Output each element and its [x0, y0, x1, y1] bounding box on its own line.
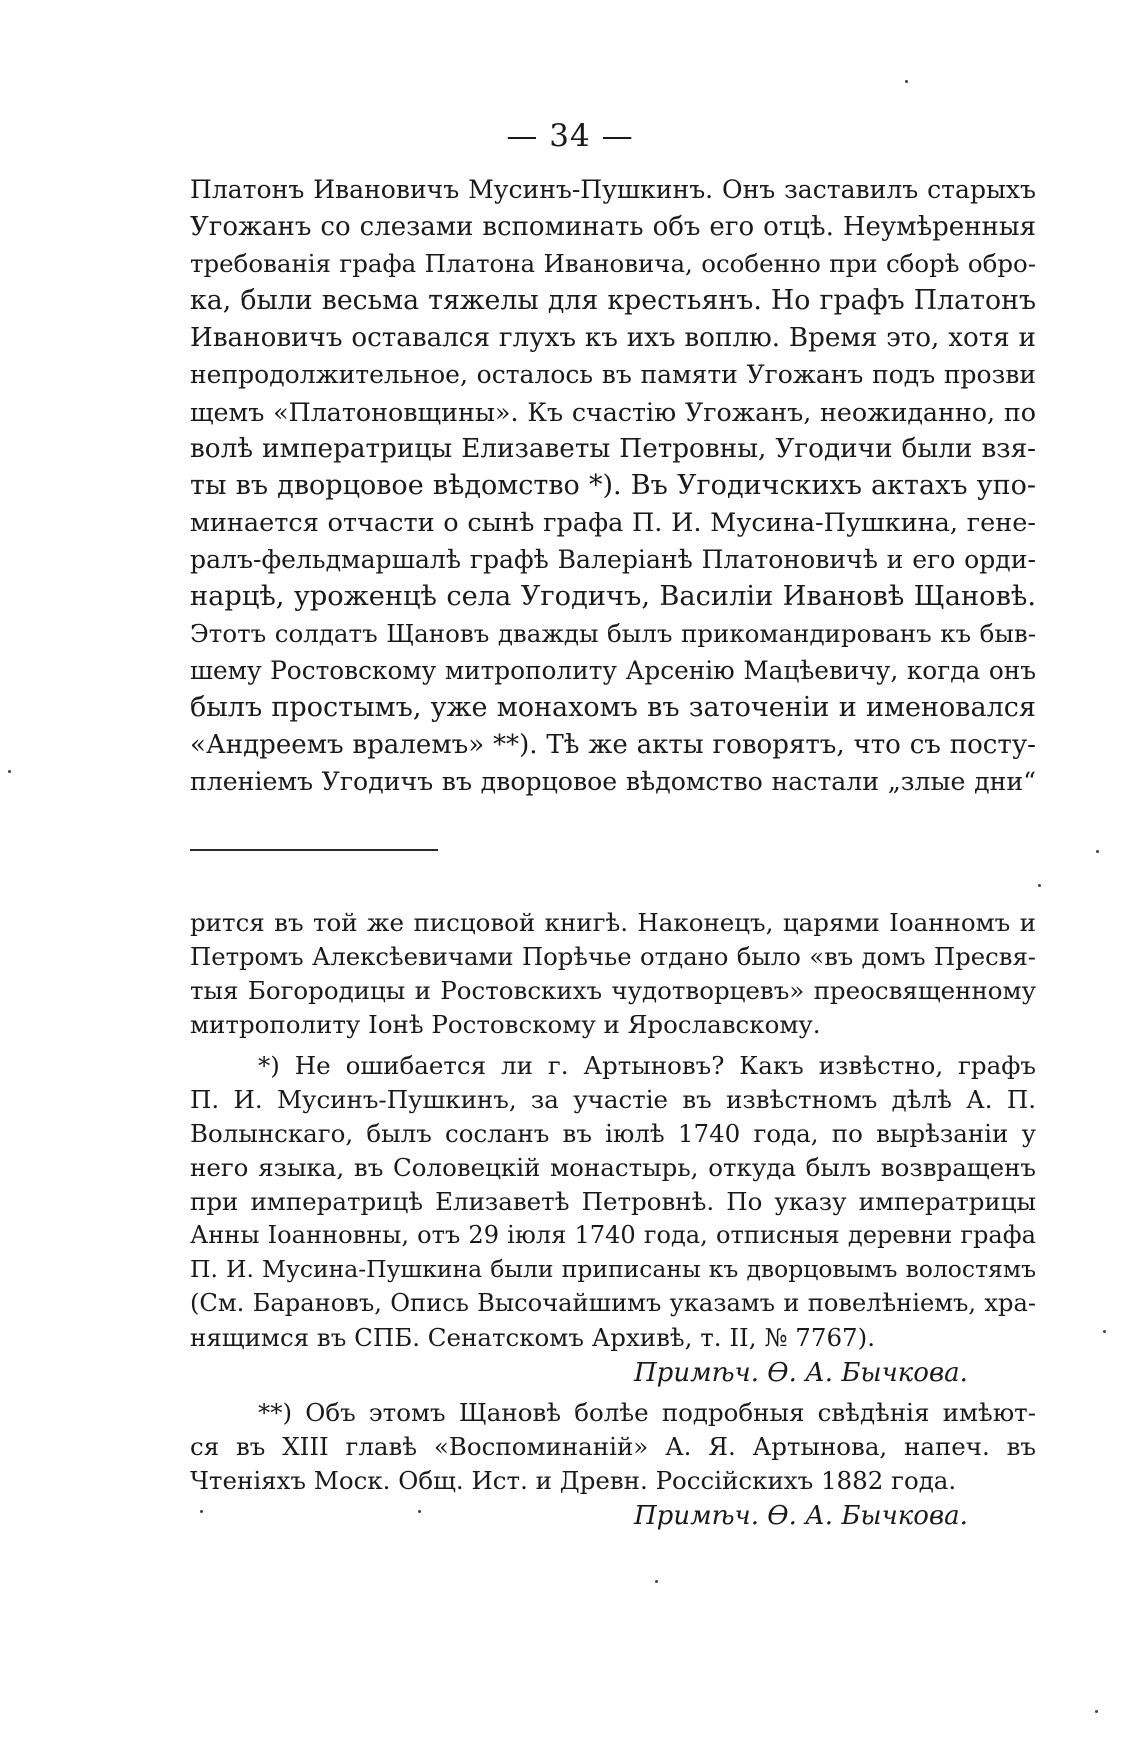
footnote-1-line: П. И. Мусинъ-Пушкинъ, за участіе въ извѣстномъ дѣлѣ А. П. — [190, 1085, 1036, 1114]
main-text-line: волѣ императрицы Елизаветы Петровны, Угодичи были взя- — [190, 434, 1036, 464]
print-speck — [1038, 884, 1041, 887]
footnote-2-line: ся въ XIII главѣ «Воспоминаній» А. Я. Артынова, напеч. въ — [190, 1432, 1036, 1461]
main-text-line: пленіемъ Угодичъ въ дворцовое вѣдомство настали „злые дни“ — [190, 767, 1036, 796]
footnote-continuation-line: рится въ той же писцовой книгѣ. Наконецъ, царями Іоанномъ и — [190, 908, 1036, 937]
footnote-1-line: него языка, въ Соловецкій монастырь, откуда былъ возвращенъ — [190, 1153, 1036, 1182]
footnote-continuation-line: Петромъ Алексѣевичами Порѣчье отдано было «въ домъ Пресвя- — [190, 942, 1036, 971]
footnote-1-signature: Примѣч. Ѳ. А. Бычкова. — [634, 1358, 968, 1388]
main-text-line: Ивановичъ оставался глухъ къ ихъ воплю. Время это, хотя и — [190, 323, 1036, 353]
footnote-2-signature: Примѣч. Ѳ. А. Бычкова. — [634, 1501, 968, 1531]
main-text-line: Угожанъ со слезами вспоминать объ его отцѣ. Неумѣренныя — [190, 212, 1036, 242]
page-number: — 34 — — [506, 118, 634, 154]
footnote-1-line: П. И. Мусина-Пушкина были приписаны къ дворцовымъ волостямъ — [190, 1255, 1036, 1283]
footnote-2-line: **) Объ этомъ Щановѣ болѣе подробныя свѣдѣнія имѣют- — [258, 1398, 1036, 1427]
main-text-line: ралъ-фельдмаршалѣ графѣ Валеріанѣ Платоновичѣ и его орди- — [190, 545, 1036, 574]
print-speck — [418, 1510, 421, 1513]
main-text-line: минается отчасти о сынѣ графа П. И. Мусина-Пушкина, гене- — [190, 508, 1036, 538]
main-text-line: «Андреемъ вралемъ» **). Тѣ же акты говорятъ, что съ посту- — [190, 730, 1036, 760]
footnote-1-line: *) Не ошибается ли г. Артыновъ? Какъ извѣстно, графъ — [258, 1051, 1036, 1080]
main-text-line: требованія графа Платона Ивановича, особенно при сборѣ обро- — [190, 249, 1036, 278]
footnote-1-line: Анны Іоанновны, отъ 29 іюля 1740 года, отписныя деревни графа — [190, 1221, 1036, 1249]
print-speck — [8, 770, 11, 773]
print-speck — [1095, 1710, 1098, 1713]
print-speck — [655, 1580, 658, 1583]
print-speck — [200, 1510, 203, 1513]
print-speck — [1103, 1330, 1106, 1333]
main-text-line: щемъ «Платоновщины». Къ счастію Угожанъ, неожиданно, по — [190, 397, 1036, 427]
main-text-line: Этотъ солдатъ Щановъ дважды былъ прикомандированъ къ быв- — [190, 619, 1036, 648]
main-text-line: ка, были весьма тяжелы для крестьянъ. Но графъ Платонъ — [190, 285, 1036, 316]
footnote-1-line: Волынскаго, былъ сосланъ въ іюлѣ 1740 года, по вырѣзаніи у — [190, 1119, 1036, 1148]
main-text-line: нарцѣ, уроженцѣ села Угодичъ, Василіи Ивановѣ Щановѣ. — [190, 581, 1036, 612]
footnote-continuation-line: тыя Богородицы и Ростовскихъ чудотворцевъ» преосвященному — [190, 976, 1036, 1005]
main-text-line: непродолжительное, осталось въ памяти Угожанъ подъ прозви — [190, 360, 1036, 389]
footnote-separator-rule — [190, 849, 438, 851]
main-text-line: шему Ростовскому митрополиту Арсенію Мацѣевичу, когда онъ — [190, 656, 1036, 685]
footnote-1-line: (См. Барановъ, Опись Высочайшимъ указамъ и повелѣніемъ, хра- — [190, 1289, 1036, 1317]
main-text-line: былъ простымъ, уже монахомъ въ заточеніи и именовался — [190, 692, 1036, 723]
footnote-1-line: нящимся въ СПБ. Сенатскомъ Архивѣ, т. II, № 7767). — [190, 1323, 875, 1352]
main-text-line: Платонъ Ивановичъ Мусинъ-Пушкинъ. Онъ заставилъ старыхъ — [190, 175, 1036, 204]
footnote-2-line: Чтеніяхъ Моск. Общ. Ист. и Древн. Россійскихъ 1882 года. — [190, 1466, 957, 1495]
print-speck — [905, 80, 908, 83]
footnote-continuation-line: митрополиту Іонѣ Ростовскому и Ярославскому. — [190, 1010, 821, 1039]
print-speck — [1096, 850, 1099, 853]
footnote-1-line: при императрицѣ Елизаветѣ Петровнѣ. По указу императрицы — [190, 1187, 1036, 1216]
main-text-line: ты въ дворцовое вѣдомство *). Въ Угодичскихъ актахъ упо- — [190, 470, 1036, 501]
